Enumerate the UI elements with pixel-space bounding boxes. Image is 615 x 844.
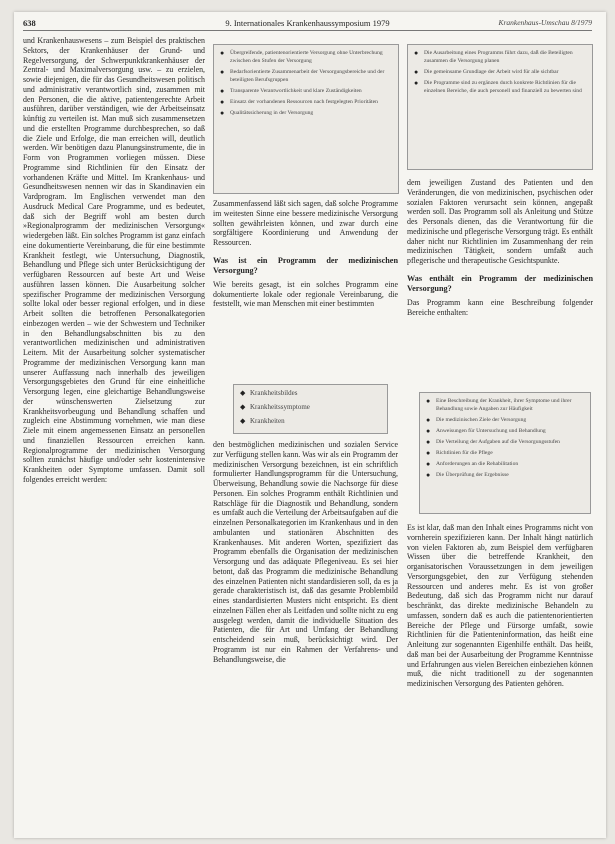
box-item: ◆ Krankheitssymptome [240,403,310,411]
bullet-icon: ● [220,87,225,95]
box-item: ● Qualitätssicherung in der Versorgung [220,109,314,117]
body-paragraph: Es ist klar, daß man den Inhalt eines Programms nicht von vornherein spezifizieren kann. Der Inhalt hängt natürlich von vielen Faktoren ab, zum Beispiel dem verfügbaren Wissen über die betreffende Krankheit, den organisatorischen Voraussetzungen in dem jeweiligen Versorgungsgebiet, den zur Verfügung stehenden Ressourcen und anderes mehr. Es ist von großer Bedeutung, daß sich das Programm nicht nur darauf beschränkt, das direkte medizinische Behandeln zu umfassen, sondern daß es auch die patientenorientierten Bereiche der Pflege und Fürsorge umfaßt, sowie Richtlinien für die Patienteninformation, das heißt eine Anleitung zur sogenannten Eigenhilfe enthält. Das heißt, daß man bei der Ausarbeitung der Programme Kenntnisse und Erfahrungen aus vielen Bereichen einbeziehen können muß, die nicht traditionell zu der sogenannten medizinischen Versorgung des Patienten gehören. [407,523,593,688]
page-header [23,16,592,31]
bullet-icon: ◆ [240,417,246,425]
box-item: ● Transparente Verantwortlichkeit und klare Zuständigkeiten [220,87,362,95]
section-heading: Was ist ein Programm der medizinischen Versorgung? [213,255,398,275]
column-middle-top [213,199,398,309]
bullet-icon: ● [426,471,431,479]
body-paragraph: Zusammenfassend läßt sich sagen, daß solche Programme im weitesten Sinne eine bessere medizinische Versorgung sollten gewährleisten können, und zwar durch eine sorgfältigere Koordinierung und Anwendung der Ressourcen. [213,199,398,247]
box-item: ● Die Programme sind zu ergänzen durch konkrete Richtlinien für die einzelnen Bereiche, die auch personell und finanziell zu bewerten sind [414,79,582,94]
bullet-icon: ● [426,427,431,435]
box-item: ● Richtlinien für die Pflege [426,449,493,457]
bullet-icon: ● [220,109,225,117]
box-item: ● Die gemeinsame Grundlage der Arbeit wird für alle sichtbar [414,68,559,76]
bullet-icon: ◆ [240,403,246,411]
box-item: ● Bedarfsorientierte Zusammenarbeit der Versorgungsbereiche und der beteiligten Berufsgruppen [220,68,385,83]
bullet-icon: ● [426,416,431,424]
column-right-bottom [407,523,593,689]
body-paragraph: Das Programm kann eine Beschreibung folgender Bereiche enthalten: [407,297,593,317]
box-item: ● Die medizinischen Ziele der Versorgung [426,416,527,424]
box-item: ● Eine Beschreibung der Krankheit, ihrer Symptome und ihrer Behandlung sowie Angaben zur Häufigkeit [426,397,572,412]
bullet-icon: ● [220,68,225,76]
section-heading: Was enthält ein Programm der medizinischen Versorgung? [407,273,593,293]
bullet-icon: ◆ [240,389,246,397]
document-page [14,12,606,838]
body-paragraph: den bestmöglichen medizinischen und sozialen Service zur Verfügung stellen kann. Was wir als ein Programm der medizinischen Versorgung bezeichnen, ist ein schriftlich formulierter Handlungsprogramm für die Untersuchung, Überweisung, Behandlung sowie die Nachsorge für diese Personen. Ein solches Programm enthält Richtlinien und Ratschläge für die Diagnostik und Behandlung, sondern es umfaßt auch die Verteilung der Arbeitsaufgaben auf die einzelnen Personalkategorien im Krankenhaus und in den ambulanten und stationären Abschnitten des Krankenhauses. Mit anderen Worten, spezifiziert das Programm ebenfalls die Organisation der medizinischen Versorgung und das adäquate Pflegeniveau. Es sei hier betont, daß das Programm die medizinische Behandlung des einzelnen Patienten nicht standardisieren soll, da es ja gerade charakteristisch ist, daß das gesamte Problembild eines standardisierten Musters nicht entspricht. Es dient einzelnen Fällen eher als Leitfaden und sollte nicht zu eng ausgelegt werden, damit die individuelle Situation des Patienten, die für Art und Umfang der Behandlung entscheidend sein muß, berücksichtigt wird. Der Programm ist nur ein Rahmen der Verfahrens- und Behandlungsweise, die [213,440,398,664]
bullet-icon: ● [426,460,431,468]
box-item: ◆ Krankheiten [240,417,285,425]
body-paragraph: und Krankenhauswesens – zum Beispiel des praktischen Sektors, der Krankenhäuser der Grund- und Regelversorgung, der Schwerpunktkrankenhäuser der Zentral- und Maximalversorgung usw. – zu erzielen, sowie diejenigen, die für das Gesundheitswesen politisch und administrativ verantwortlich sind, zusammen mit den Personen, die die aktive, patientengerechte Arbeit ausführen, darüber verständigen, wie der Arbeitseinsatz künftig zu verteilen ist. Man muß sich zusammensetzen und die erstellten Programme durchbesprechen, so daß die Ziele und Erfolge, die man erreichen will, deutlich werden. Wir benötigen dazu Planungsinstrumente, die in Form von Programmen vorliegen müssen. Diese Programme sind Richtlinien für den Einsatz der vorhandenen Kräfte und Mittel. Im Krankenhaus- und Gesundheitswesen nennen wir das in Skandinavien ein Vardprogram. Im Englischen verwendet man den Ausdruck Medical Care Programme, und es bedeutet, daß sich der Begriff wohl am besten durch »Regionalprogramm der medizinischen Versorgung« wiedergeben läßt. Ein solches Programm ist ganz einfach eine dokumentierte Vereinbarung, die für eine bestimmte Krankheit festlegt, wie Untersuchung, Diagnostik, Behandlung und Pflege sich unter Berücksichtigung der verfügbaren Ressourcen auf beste Art und Weise ausführen lassen können. Die Ausarbeitung solcher spezifischer Programme der medizinischen Versorgung sollte lokal oder besser regional erfolgen, und in diese Arbeit sollten die betroffenen Personalkategorien einbezogen werden – wie der Schwestern und Techniker in den Behandlungsabschnitten bis zu den verantwortlichen medizinischen und administrativen Leitern. Mit der Ausarbeitung solcher systematischer Programme der medizinischen Versorgung kann man unserer Auffassung nach innerhalb des jeweiligen Versorgungsgebietes den Grund für eine einheitliche Versorgung legen, eine gleichartige Behandlungsweise der wünschenswerten Zielsetzung zur Krankheitsvorbeugung und Behandlung schaffen und zugleich eine Abstimmung vornehmen, wie man diese Ziele mit einem angemessenen Einsatz an personellen und finanziellen Ressourcen erreichen kann. Regionalprogramme der medizinischen Versorgung sollten zunächst häufige und/oder sehr kostenintensive Krankheiten oder Symptome umfassen. Damit soll folgendes erreicht werden: [23,36,205,484]
bullet-icon: ● [414,49,419,57]
body-paragraph: Wie bereits gesagt, ist ein solches Programm eine dokumentierte lokale oder regionale Vereinbarung, die feststellt, wie man Menschen mit einer bestimmten [213,279,398,309]
page-number: 638 [23,18,36,28]
bullet-icon: ● [426,449,431,457]
info-box-top-right [407,44,593,170]
bullet-icon: ● [414,79,419,87]
journal-reference: Krankenhaus-Umschau 8/1979 [498,18,592,27]
box-item: ● Die Ausarbeitung eines Programms führt dazu, daß die Beteiligten zusammen die Versorgung planen [414,49,573,64]
column-right-top [407,178,593,317]
box-item: ● Einsatz der vorhandenen Ressourcen nach festgelegten Prioritäten [220,98,378,106]
info-box-top-left [213,44,399,194]
bullet-icon: ● [220,98,225,106]
box-item: ● Übergreifende, patientenorientierte Versorgung ohne Unterbrechung zwischen den Stufen der Versorgung [220,49,383,64]
body-paragraph: dem jeweiligen Zustand des Patienten und den Veränderungen, die von medizinischen, psychischen oder sozialen Faktoren verursacht sein können, angepaßt werden soll. Das Programm soll als Anleitung und Stütze des Personals dienen, das die Verantwortung für die medizinische und pflegerische Versorgung trägt. Es enthält daher nicht nur Richtlinien im Zusammenhang der rein medizinischen Tätigkeit, sondern umfaßt auch pflegerische und therapeutische Gesichtspunkte. [407,178,593,265]
info-box-middle [233,384,388,434]
column-left [23,36,205,485]
box-item: ● Die Verteilung der Aufgaben auf die Versorgungsstufen [426,438,560,446]
bullet-icon: ● [426,438,431,446]
bullet-icon: ● [426,397,431,405]
bullet-icon: ● [414,68,419,76]
box-item: ● Die Überprüfung der Ergebnisse [426,471,509,479]
box-item: ● Anforderungen an die Rehabilitation [426,460,519,468]
bullet-icon: ● [220,49,225,57]
info-box-right [419,392,591,514]
running-title: 9. Internationales Krankenhaussymposium 1979 [225,18,390,28]
column-middle-bottom [213,440,398,664]
box-item: ● Anweisungen für Untersuchung und Behandlung [426,427,546,435]
box-item: ◆ Krankheitsbildes [240,389,298,397]
